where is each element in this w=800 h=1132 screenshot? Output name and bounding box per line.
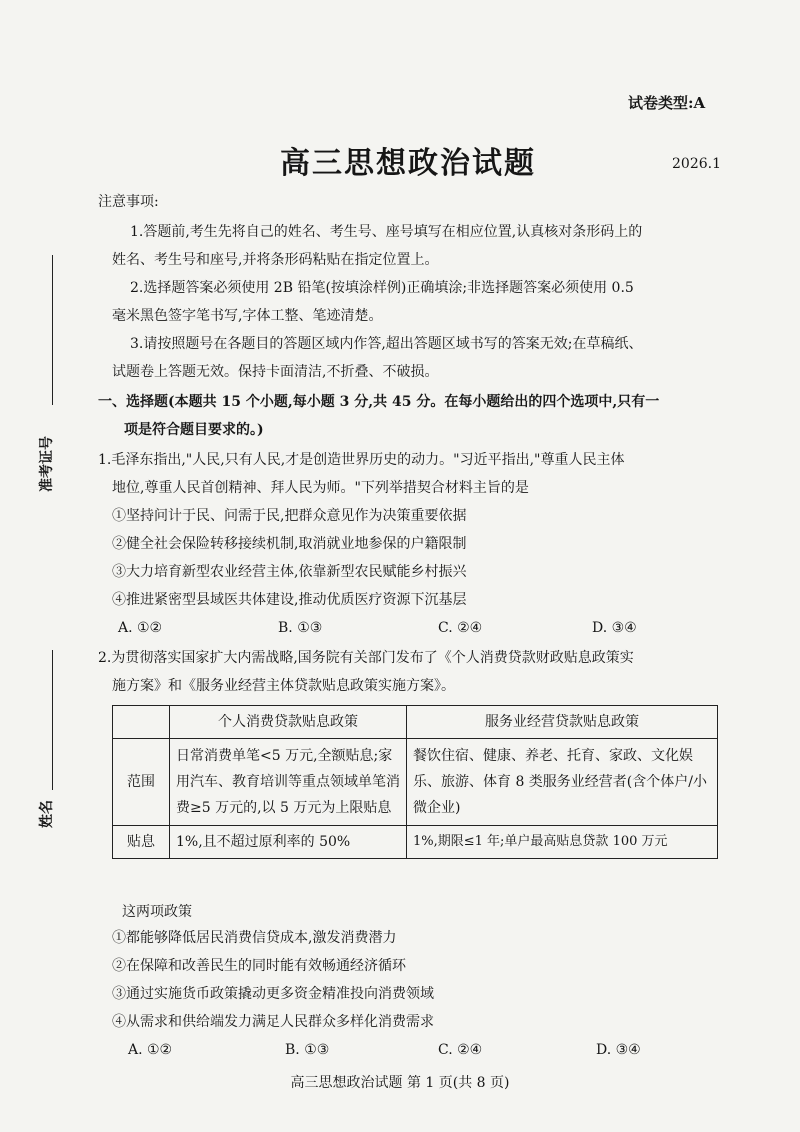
table-header: 服务业经营贷款贴息政策 bbox=[407, 706, 718, 739]
table-row bbox=[113, 739, 718, 826]
notice-line: 1.答题前,考生先将自己的姓名、考生号、座号填写在相应位置,认真核对条形码上的 bbox=[130, 224, 643, 240]
exam-id-label: 准考证号 bbox=[39, 436, 55, 492]
q1-item: ④推进紧密型县域医共体建设,推动优质医疗资源下沉基层 bbox=[112, 592, 467, 608]
page-footer: 高三思想政治试题 第 1 页(共 8 页) bbox=[290, 1075, 510, 1091]
q2-item: ①都能够降低居民消费信贷成本,激发消费潜力 bbox=[112, 930, 397, 946]
notice-line: 2.选择题答案必须使用 2B 铅笔(按填涂样例)正确填涂;非选择题答案必须使用 0.5 bbox=[130, 280, 634, 296]
q2-option-d[interactable]: D. ③④ bbox=[596, 1042, 641, 1058]
notice-line: 试题卷上答题无效。保持卡面清洁,不折叠、不破损。 bbox=[112, 364, 439, 380]
exam-date: 2026.1 bbox=[672, 156, 721, 172]
section-heading-cont: 项是符合题目要求的。) bbox=[124, 422, 264, 438]
q2-stem-cont: 施方案》和《服务业经营主体贷款贴息政策实施方案》。 bbox=[112, 678, 455, 694]
notice-line: 毫米黑色签字笔书写,字体工整、笔迹清楚。 bbox=[112, 308, 383, 324]
exam-id-line bbox=[52, 255, 53, 405]
notice-heading: 注意事项: bbox=[98, 194, 159, 210]
q2-stem: 2.为贯彻落实国家扩大内需战略,国务院有关部门发布了《个人消费贷款财政贴息政策实 bbox=[98, 650, 634, 666]
page-title: 高三思想政治试题 bbox=[280, 146, 536, 181]
table-header: 个人消费贷款贴息政策 bbox=[170, 706, 407, 739]
q2-option-b[interactable]: B. ①③ bbox=[285, 1042, 330, 1058]
q2-item: ②在保障和改善民生的同时能有效畅通经济循环 bbox=[112, 958, 406, 974]
q1-option-b[interactable]: B. ①③ bbox=[278, 620, 323, 636]
q2-item: ④从需求和供给端发力满足人民群众多样化消费需求 bbox=[112, 1014, 434, 1030]
table-cell: 餐饮住宿、健康、养老、托育、家政、文化娱乐、旅游、体育 8 类服务业经营者(含个体户/小微企业) bbox=[407, 739, 718, 826]
section-heading: 一、选择题(本题共 15 个小题,每小题 3 分,共 45 分。在每小题给出的四个选项中,只有一 bbox=[98, 394, 660, 410]
name-line bbox=[52, 650, 53, 790]
policy-table bbox=[112, 705, 718, 859]
table-cell: 1%,期限≤1 年;单户最高贴息贷款 100 万元 bbox=[407, 826, 718, 859]
q1-item: ③大力培育新型农业经营主体,依靠新型农民赋能乡村振兴 bbox=[112, 564, 467, 580]
table-header-row bbox=[113, 706, 718, 739]
table-row bbox=[113, 826, 718, 859]
q2-item: ③通过实施货币政策撬动更多资金精准投向消费领域 bbox=[112, 986, 434, 1002]
notice-line: 姓名、考生号和座号,并将条形码粘贴在指定位置上。 bbox=[112, 252, 439, 268]
q2-option-c[interactable]: C. ②④ bbox=[438, 1042, 483, 1058]
q2-option-a[interactable]: A. ①② bbox=[128, 1042, 173, 1058]
row-label: 范围 bbox=[113, 739, 170, 826]
q2-lead: 这两项政策 bbox=[122, 904, 192, 920]
table-cell: 1%,且不超过原利率的 50% bbox=[170, 826, 407, 859]
table-cell: 日常消费单笔<5 万元,全额贴息;家用汽车、教育培训等重点领域单笔消费≥5 万元的,以 5 万元为上限贴息 bbox=[170, 739, 407, 826]
table-header bbox=[113, 706, 170, 739]
q1-option-d[interactable]: D. ③④ bbox=[592, 620, 637, 636]
q1-stem-cont: 地位,尊重人民首创精神、拜人民为师。"下列举措契合材料主旨的是 bbox=[112, 480, 529, 496]
paper-type: 试卷类型:A bbox=[628, 94, 706, 112]
q1-option-c[interactable]: C. ②④ bbox=[438, 620, 483, 636]
q1-item: ①坚持问计于民、问需于民,把群众意见作为决策重要依据 bbox=[112, 508, 467, 524]
row-label: 贴息 bbox=[113, 826, 170, 859]
notice-line: 3.请按照题号在各题目的答题区域内作答,超出答题区域书写的答案无效;在草稿纸、 bbox=[130, 336, 643, 352]
name-label: 姓名 bbox=[39, 800, 55, 828]
q1-item: ②健全社会保险转移接续机制,取消就业地参保的户籍限制 bbox=[112, 536, 467, 552]
q1-option-a[interactable]: A. ①② bbox=[118, 620, 163, 636]
q1-stem: 1.毛泽东指出,"人民,只有人民,才是创造世界历史的动力。"习近平指出,"尊重人民主体 bbox=[98, 452, 625, 468]
